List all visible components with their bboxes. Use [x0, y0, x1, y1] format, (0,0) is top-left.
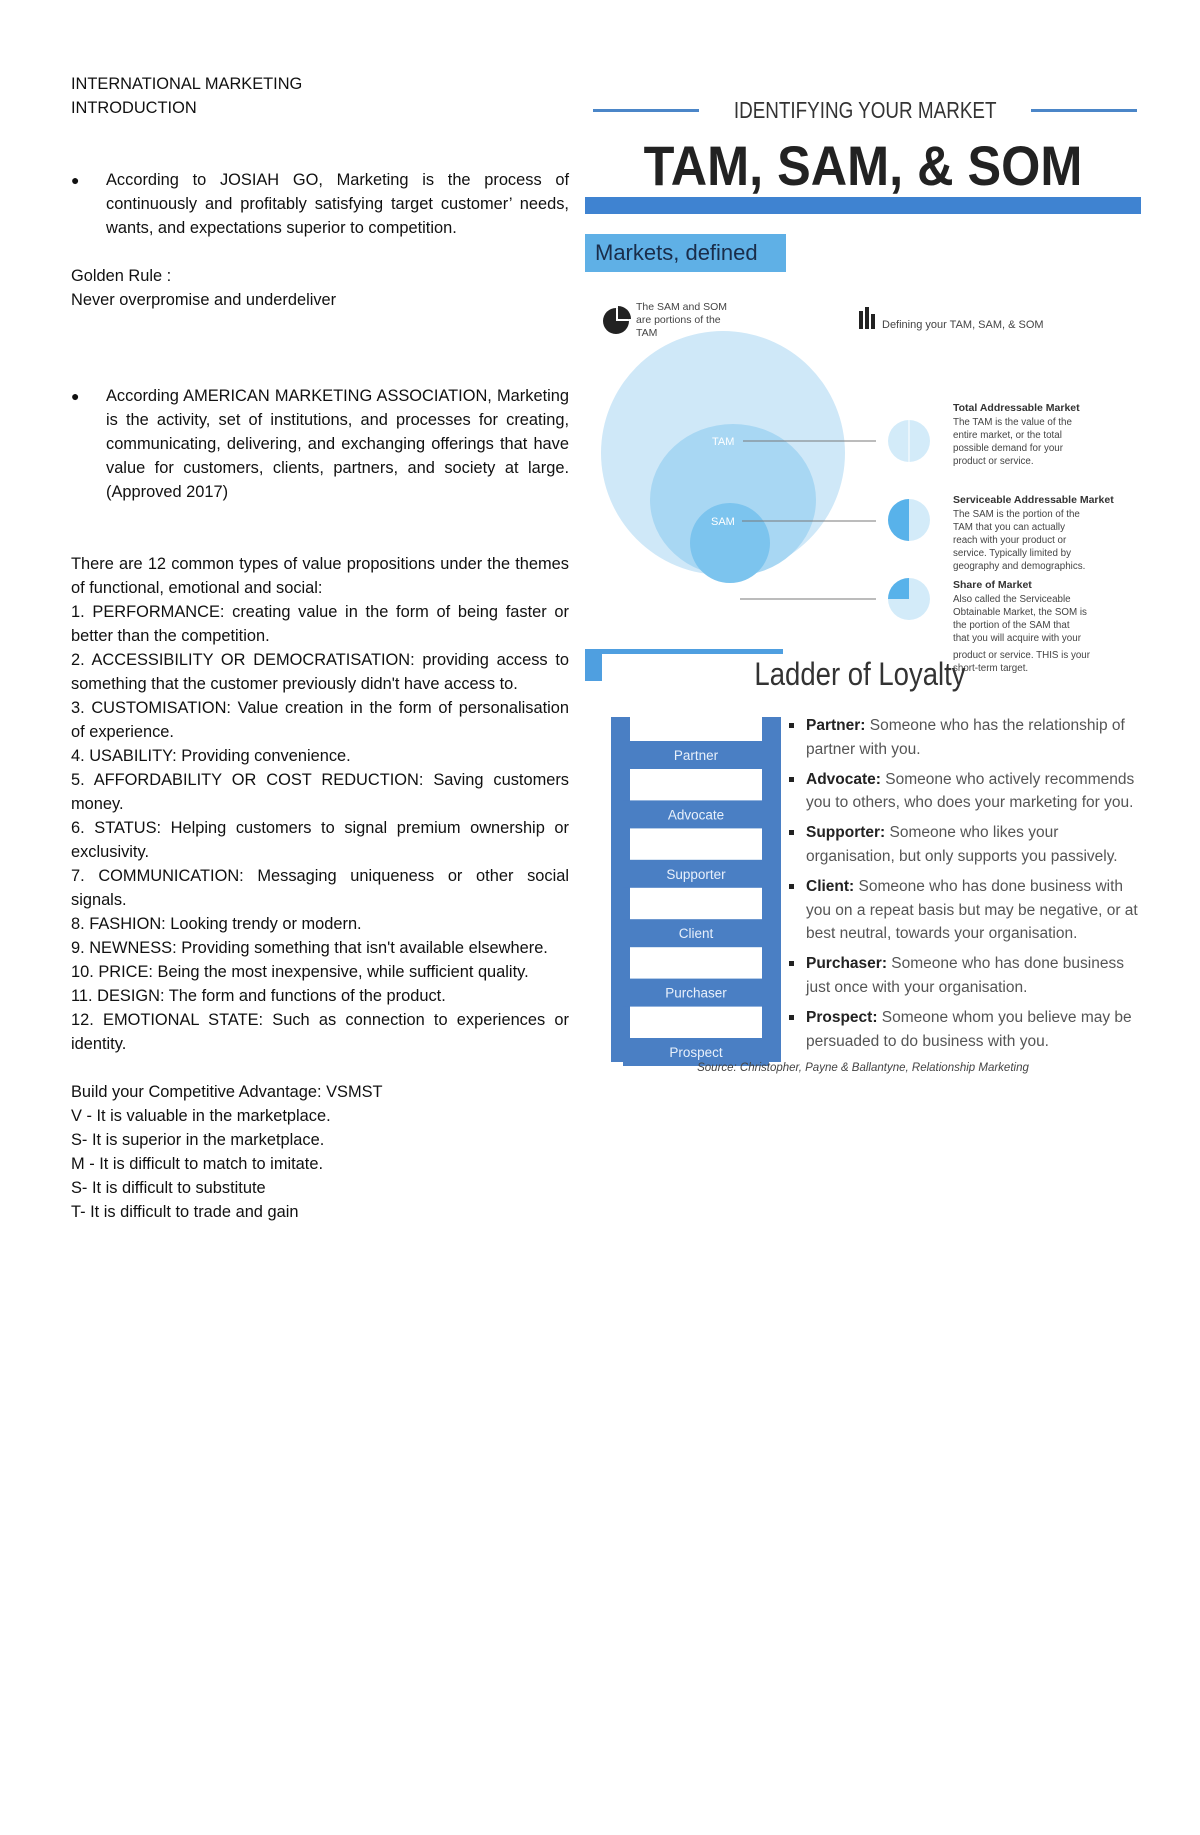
bullet-dot-icon: ●: [71, 388, 80, 404]
tam-pie-indicator: [888, 420, 930, 462]
definition-line: possible demand for your: [953, 443, 1064, 454]
header-rule-right: [1031, 109, 1137, 112]
advantage-item: S- It is difficult to substitute: [71, 1179, 266, 1197]
value-item: 7. COMMUNICATION: Messaging uniqueness or other social signals.: [71, 867, 569, 909]
bullet-ama-text: According AMERICAN MARKETING ASSOCIATION, Marketing is the activity, set of institutions, and processes for creating, communicating, delivering, and exchanging offerings that have value for customers, clients, partners, and society at large. (Approved 2017): [106, 387, 569, 501]
value-item: 12. EMOTIONAL STATE: Such as connection to experiences or identity.: [71, 1011, 569, 1053]
header-rule-left: [593, 109, 699, 112]
loyalty-term: Advocate:: [806, 770, 881, 788]
competitive-advantage-list: [71, 1104, 569, 1224]
pie-caption-line: are portions of the: [636, 314, 721, 326]
definition-line: service. Typically limited by: [953, 548, 1071, 559]
loyalty-term: Client:: [806, 878, 855, 896]
identifying-header: [593, 92, 1137, 128]
loyalty-item-client: [786, 875, 1141, 946]
loyalty-desc: Someone who has done business with you on a repeat basis but may be negative, or at best neutral, towards your organisation.: [806, 878, 1138, 943]
loyalty-item-partner: [786, 714, 1141, 761]
loyalty-desc: Someone who has the relationship of partner with you.: [806, 717, 1125, 758]
tam-sam-som-diagram: [585, 288, 1141, 648]
loyalty-desc: Someone who actively recommends you to others, who does your marketing for you.: [806, 770, 1135, 812]
som-label: SOM: [711, 594, 737, 606]
golden-rule-text: Never overpromise and underdeliver: [71, 291, 337, 309]
loyalty-desc: Someone who likes your organisation, but only supports you passively.: [806, 824, 1118, 865]
definition-title-sam: Serviceable Addressable Market: [953, 494, 1114, 506]
definition-line: product or service. THIS is your: [953, 650, 1091, 661]
infographic-title: TAM, SAM, & SOM: [643, 134, 1083, 197]
heading-line-2: INTRODUCTION: [71, 99, 197, 117]
ladder-rung-label: Supporter: [666, 866, 726, 882]
sam-pie-indicator: [888, 499, 930, 541]
markets-defined-label: Markets, defined: [585, 234, 786, 272]
competitive-advantage-title: Build your Competitive Advantage: VSMST: [71, 1083, 383, 1101]
definition-line: that you will acquire with your: [953, 633, 1081, 644]
ladder-rung-label: Client: [678, 926, 714, 942]
identifying-label: IDENTIFYING YOUR MARKET: [733, 96, 997, 123]
value-item: 10. PRICE: Being the most inexpensive, while sufficient quality.: [71, 963, 529, 981]
value-item: 5. AFFORDABILITY OR COST REDUCTION: Saving customers money.: [71, 771, 569, 813]
definition-line: reach with your product or: [953, 535, 1067, 546]
ladder-rung-label: Prospect: [669, 1045, 723, 1060]
definition-line: Also called the Serviceable: [953, 594, 1071, 605]
definition-line: The TAM is the value of the: [953, 417, 1072, 428]
sam-label: SAM: [711, 516, 735, 528]
definitions: [953, 402, 1114, 644]
infographic: [585, 92, 1141, 1172]
advantage-item: M - It is difficult to match to imitate.: [71, 1155, 324, 1173]
value-item: 8. FASHION: Looking trendy or modern.: [71, 915, 362, 933]
pie-caption-line: The SAM and SOM: [636, 301, 728, 313]
pie-chart-icon: [603, 306, 631, 334]
defining-label: Defining your TAM, SAM, & SOM: [882, 319, 1044, 331]
ladder-rung-label: Advocate: [667, 807, 725, 823]
heading-line-1: INTERNATIONAL MARKETING: [71, 75, 303, 93]
definition-line: the portion of the SAM that: [953, 620, 1070, 631]
som-pie-indicator: [888, 578, 930, 620]
golden-rule-label: Golden Rule :: [71, 267, 172, 285]
definition-line: short-term target.: [953, 663, 1029, 674]
bar-chart-icon: [859, 307, 875, 329]
value-item: 3. CUSTOMISATION: Value creation in the form of personalisation of experience.: [71, 699, 569, 741]
ladder-rung-label: Purchaser: [665, 985, 727, 1001]
doc-heading: [71, 72, 569, 120]
loyalty-term: Purchaser:: [806, 955, 887, 973]
definition-line: Obtainable Market, the SOM is: [953, 607, 1087, 618]
value-item: 4. USABILITY: Providing convenience.: [71, 747, 351, 765]
loyalty-desc: Someone who has done business just once with your organisation.: [806, 955, 1124, 996]
bullet-dot-icon: ●: [71, 172, 80, 188]
text-column: [71, 72, 569, 1224]
definition-line: TAM that you can actually: [953, 522, 1065, 533]
value-item: 2. ACCESSIBILITY OR DEMOCRATISATION: providing access to something that the customer previously didn't have access to.: [71, 651, 569, 693]
definition-line: entire market, or the total: [953, 430, 1062, 441]
loyalty-item-supporter: [786, 821, 1141, 868]
loyalty-term: Supporter:: [806, 824, 886, 842]
advantage-item: T- It is difficult to trade and gain: [71, 1203, 299, 1221]
pie-caption-line: TAM: [636, 327, 658, 339]
loyalty-item-advocate: [786, 768, 1141, 815]
title-underline-bar: [585, 197, 1141, 214]
definition-title-som: Share of Market: [953, 579, 1032, 591]
ladder-title: Ladder of Loyalty: [754, 656, 966, 692]
value-item: 6. STATUS: Helping customers to signal premium ownership or exclusivity.: [71, 819, 569, 861]
advantage-item: S- It is superior in the marketplace.: [71, 1131, 325, 1149]
tam-label: TAM: [712, 436, 735, 448]
ladder-rung-label: Partner: [673, 748, 719, 763]
som-circle: [690, 503, 770, 583]
value-propositions-list: [71, 600, 569, 1056]
definition-line: product or service.: [953, 456, 1034, 467]
value-item: 11. DESIGN: The form and functions of the product.: [71, 987, 446, 1005]
loyalty-desc: Someone whom you believe may be persuaded to do business with you.: [806, 1009, 1132, 1050]
definition-title-tam: Total Addressable Market: [953, 402, 1080, 414]
value-item: 9. NEWNESS: Providing something that isn't available elsewhere.: [71, 939, 548, 957]
definition-line: The SAM is the portion of the: [953, 509, 1080, 520]
loyalty-ladder: [611, 717, 781, 1067]
ladder-accent-vertical: [585, 649, 602, 681]
loyalty-term: Prospect:: [806, 1009, 878, 1027]
value-item: 1. PERFORMANCE: creating value in the form of being faster or better than the competition.: [71, 603, 569, 645]
loyalty-item-purchaser: [786, 952, 1141, 999]
bullet-josiah-go: [71, 168, 569, 240]
source-citation: Source: Christopher, Payne & Ballantyne, Relationship Marketing: [697, 1062, 1029, 1074]
loyalty-definitions: [786, 714, 1141, 1060]
loyalty-term: Partner:: [806, 717, 866, 734]
definition-line: geography and demographics.: [953, 561, 1086, 572]
bullet-josiah-go-text: According to JOSIAH GO, Marketing is the process of continuously and profitably satisfying target customer’ needs, wants, and expectations superior to competition.: [106, 171, 569, 237]
bullet-ama: [71, 384, 569, 504]
value-propositions-intro: There are 12 common types of value propositions under the themes of functional, emotional and social:: [71, 555, 569, 597]
loyalty-item-prospect: [786, 1006, 1141, 1053]
advantage-item: V - It is valuable in the marketplace.: [71, 1107, 331, 1125]
